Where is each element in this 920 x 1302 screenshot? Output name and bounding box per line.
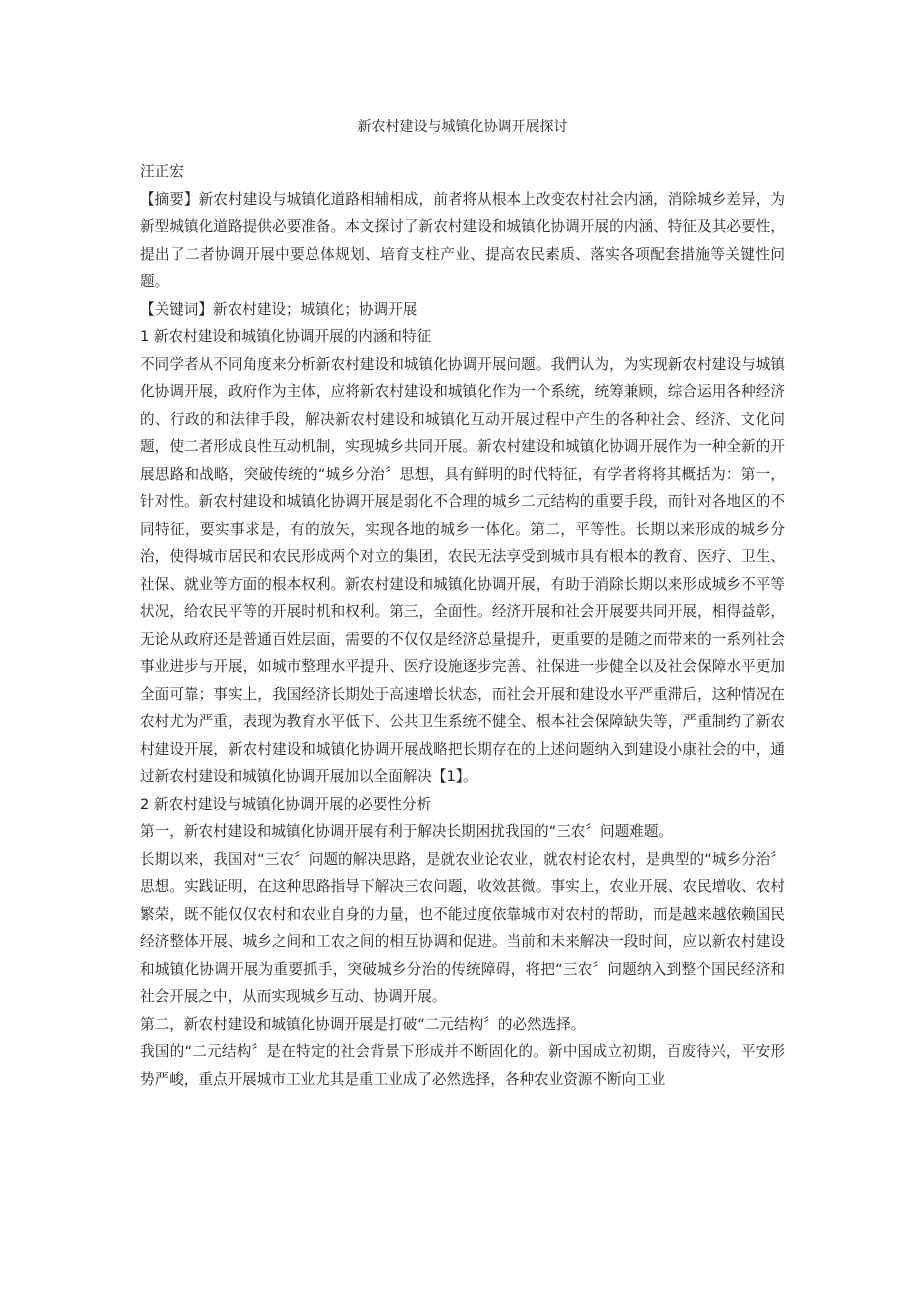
keywords: 【关键词】新农村建设；城镇化；协调开展	[140, 300, 418, 318]
section-2-paragraph-2: 我国的“二元结构〞是在特定的社会背景下形成并不断固化的。新中国成立初期，百废待兴，平安形势严峻，重点开展城市工业尤其是重工业成了必然选择，各种农业资源不断向工业	[140, 1043, 785, 1088]
document-title: 新农村建设与城镇化协调开展探讨	[357, 119, 568, 135]
section-2-point-1: 第一，新农村建设和城镇化协调开展有利于解决长期困扰我国的“三农〞问题难题。	[140, 823, 673, 840]
section-2-heading: 2 新农村建设与城镇化协调开展的必要性分析	[140, 795, 432, 813]
section-2-paragraph-1: 长期以来，我国对“三农〞问题的解决思路，是就农业论农业，就农村论农村，是典型的“城乡分治〞思想。实践证明，在这种思路指导下解决三农问题，收效甚微。事实上，农业开展、农民增收、农村繁荣，既不能仅仅农村和农业自身的力量，也不能过度依靠城市对农村的帮助，而是越来越依赖国民经济整体开展、城乡之间和工农之间的相互协调和促进。当前和未来解决一段时间，应以新农村建设和城镇化协调开展为重要抓手，突破城乡分治的传统障碍，将把“三农〞问题纳入到整个国民经济和社会开展之中，从而实现城乡互动、协调开展。	[140, 850, 785, 1005]
section-1-paragraph: 不同学者从不同角度来分析新农村建设和城镇化协调开展问题。我們认为，为实现新农村建设与城镇化协调开展，政府作为主体，应将新农村建设和城镇化作为一个系统，统筹兼顾，综合运用各种经济的、行政的和法律手段，解决新农村建设和城镇化互动开展过程中产生的各种社会、经济、文化问题，使二者形成良性互动机制，实现城乡共同开展。新农村建设和城镇化协调开展作为一种全新的开展思路和战略，突破传统的“城乡分治〞思想，具有鲜明的时代特征，有学者将将其概括为：第一，针对性。新农村建设和城镇化协调开展是弱化不合理的城乡二元结构的重要手段，而针对各地区的不同特征，要实事求是，有的放矢，实现各地的城乡一体化。第二，平等性。长期以来形成的城乡分治，使得城市居民和农民形成两个对立的集团，农民无法享受到城市具有根本的教育、医疗、卫生、社保、就业等方面的根本权利。新农村建设和城镇化协调开展，有助于消除长期以来形成城乡不平等状况，给农民平等的开展时机和权利。第三，全面性。经济开展和社会开展要共同开展，相得益彰，无论从政府还是普通百姓层面，需要的不仅仅是经济总量提升，更重要的是随之而带来的一系列社会事业进步与开展，如城市整理水平提升、医疗设施逐步完善、社保进一步健全以及社会保障水平更加全面可靠；事实上，我国经济长期处于高速增长状态，而社会开展和建设水平严重滞后，这种情况在农村尤为严重，表现为教育水平低下、公共卫生系统不健全、根本社会保障缺失等，严重制约了新农村建设开展，新农村建设和城镇化协调开展战略把长期存在的上述问题纳入到建设小康社会的中，通过新农村建设和城镇化协调开展加以全面解决【1】。	[140, 355, 785, 785]
section-1-heading: 1 新农村建设和城镇化协调开展的内涵和特征	[140, 328, 432, 345]
abstract: 【摘要】新农村建设与城镇化道路相辅相成，前者将从根本上改变农村社会内涵，消除城乡差异，为新型城镇化道路提供必要准备。本文探讨了新农村建设和城镇化协调开展的内涵、特征及其必要性，提出了二者协调开展中要总体规划、培育支柱产业、提高农民素质、落实各项配套措施等关键性问题。	[140, 190, 785, 290]
section-2-point-2: 第二，新农村建设和城镇化协调开展是打破“二元结构〞的必然选择。	[140, 1015, 586, 1033]
document-body	[140, 158, 785, 1093]
author: 汪正宏	[140, 163, 184, 180]
